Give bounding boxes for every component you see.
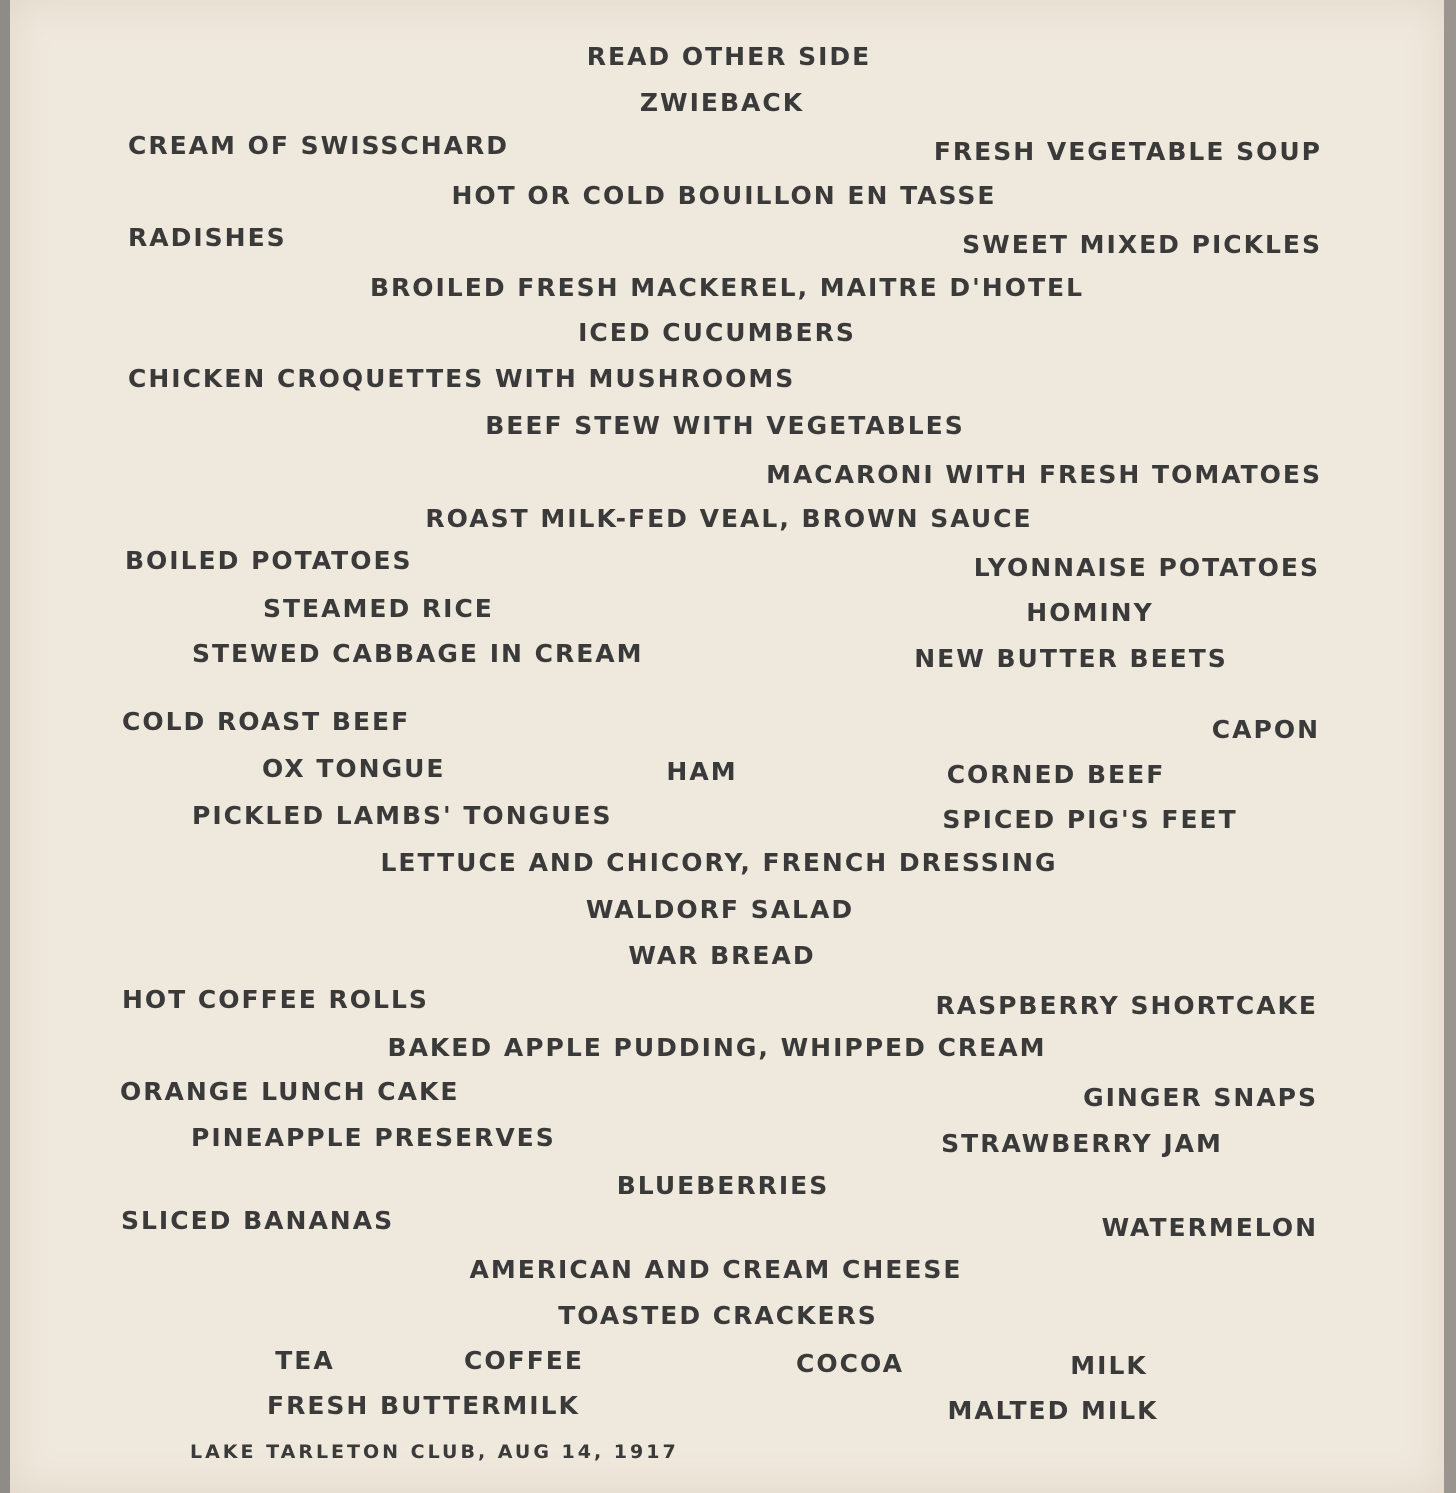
menu-item-ginger-snaps: GINGER SNAPS (1083, 1083, 1318, 1112)
menu-item-cream-of-swisschard: CREAM OF SWISSCHARD (128, 131, 510, 160)
menu-item-macaroni: MACARONI WITH FRESH TOMATOES (766, 460, 1322, 489)
menu-item-cocoa: COCOA (796, 1349, 904, 1378)
menu-item-strawberry-jam: STRAWBERRY JAM (941, 1129, 1223, 1158)
menu-item-pickled-lambs-tongues: PICKLED LAMBS' TONGUES (192, 801, 613, 830)
menu-item-malted-milk: MALTED MILK (947, 1396, 1159, 1425)
menu-item-bouillon: HOT OR COLD BOUILLON EN TASSE (451, 181, 997, 210)
menu-item-boiled-potatoes: BOILED POTATOES (125, 546, 413, 575)
menu-item-ham: HAM (666, 757, 738, 786)
menu-item-broiled-mackerel: BROILED FRESH MACKEREL, MAITRE D'HOTEL (369, 273, 1085, 302)
menu-item-cold-roast-beef: COLD ROAST BEEF (122, 707, 411, 736)
menu-item-corned-beef: CORNED BEEF (946, 760, 1166, 789)
menu-item-iced-cucumbers: ICED CUCUMBERS (578, 318, 856, 347)
menu-item-lyonnaise-potatoes: LYONNAISE POTATOES (973, 553, 1320, 582)
menu-item-zwieback: ZWIEBACK (639, 88, 805, 117)
menu-item-coffee: COFFEE (464, 1346, 584, 1375)
background-edge (1444, 0, 1456, 1493)
menu-item-hominy: HOMINY (1026, 598, 1154, 627)
menu-item-waldorf-salad: WALDORF SALAD (585, 895, 855, 924)
menu-item-raspberry-shortcake: RASPBERRY SHORTCAKE (935, 991, 1318, 1020)
menu-item-radishes: RADISHES (128, 223, 287, 252)
menu-item-fresh-buttermilk: FRESH BUTTERMILK (267, 1391, 580, 1420)
menu-item-stewed-cabbage: STEWED CABBAGE IN CREAM (192, 639, 644, 668)
menu-item-fresh-vegetable-soup: FRESH VEGETABLE SOUP (933, 137, 1322, 166)
menu-item-ox-tongue: OX TONGUE (262, 754, 446, 783)
menu-item-baked-apple-pudding: BAKED APPLE PUDDING, WHIPPED CREAM (387, 1033, 1047, 1062)
menu-item-new-butter-beets: NEW BUTTER BEETS (914, 644, 1228, 673)
menu-item-blueberries: BLUEBERRIES (616, 1171, 830, 1200)
menu-item-watermelon: WATERMELON (1101, 1213, 1318, 1242)
menu-item-sliced-bananas: SLICED BANANAS (121, 1206, 395, 1235)
menu-item-spiced-pigs-feet: SPICED PIG'S FEET (942, 805, 1238, 834)
menu-item-steamed-rice: STEAMED RICE (263, 594, 494, 623)
menu-item-war-bread: WAR BREAD (628, 941, 816, 970)
read-other-side-note: READ OTHER SIDE (586, 42, 872, 71)
menu-item-sweet-mixed-pickles: SWEET MIXED PICKLES (962, 230, 1322, 259)
menu-item-hot-coffee-rolls: HOT COFFEE ROLLS (122, 985, 429, 1014)
menu-item-lettuce-chicory: LETTUCE AND CHICORY, FRENCH DRESSING (380, 848, 1058, 877)
menu-item-american-cream-cheese: AMERICAN AND CREAM CHEESE (469, 1255, 963, 1284)
menu-item-capon: CAPON (1211, 715, 1320, 744)
menu-footer: LAKE TARLETON CLUB, AUG 14, 1917 (190, 1441, 679, 1463)
menu-item-chicken-croquettes: CHICKEN CROQUETTES WITH MUSHROOMS (128, 364, 796, 393)
menu-item-tea: TEA (275, 1346, 335, 1375)
menu-item-pineapple-preserves: PINEAPPLE PRESERVES (191, 1123, 556, 1152)
menu-item-orange-lunch-cake: ORANGE LUNCH CAKE (120, 1077, 460, 1106)
menu-item-toasted-crackers: TOASTED CRACKERS (558, 1301, 878, 1330)
menu-item-roast-veal: ROAST MILK-FED VEAL, BROWN SAUCE (425, 504, 1033, 533)
menu-item-beef-stew: BEEF STEW WITH VEGETABLES (485, 411, 965, 440)
menu-item-milk: MILK (1070, 1351, 1148, 1380)
